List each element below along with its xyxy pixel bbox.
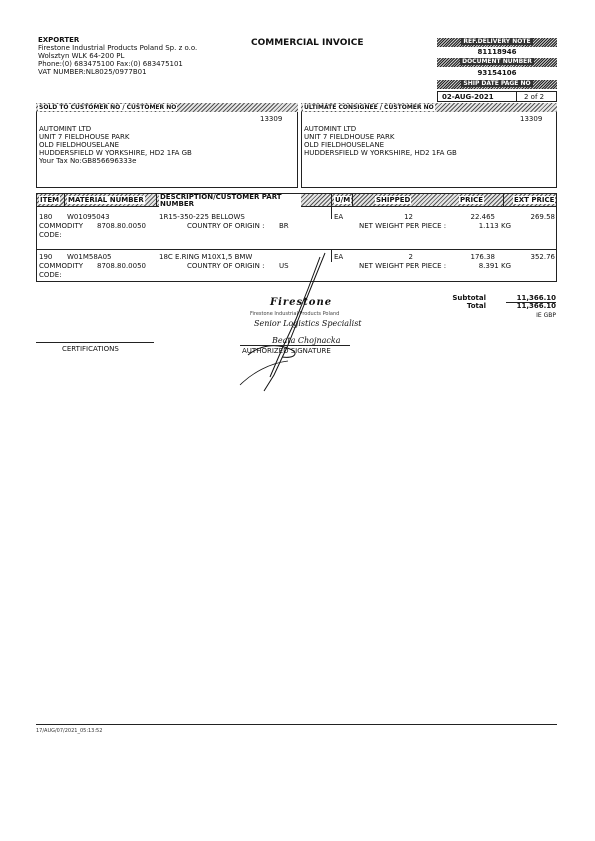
row-origin: US — [279, 262, 289, 270]
sold-to-line4: HUDDERSFIELD W YORKSHIRE, HD2 1FA GB — [39, 149, 192, 157]
sold-to-header-text: SOLD TO CUSTOMER NO / CUSTOMER NO — [39, 104, 177, 111]
ref-delivery-label-text: REF.DELIVERY NOTE — [463, 38, 531, 45]
row-commodity-label: COMMODITY — [39, 222, 83, 230]
stamp-title: Senior Logistics Specialist — [254, 319, 362, 328]
row-origin: BR — [279, 222, 289, 230]
currency: IE GBP — [536, 312, 556, 319]
row-weight: 1.113 KG — [478, 222, 511, 230]
exporter-label: EXPORTER — [38, 36, 80, 44]
row-weight: 8.391 KG — [478, 262, 511, 270]
col-price: PRICE — [460, 196, 484, 204]
col-item: ITEM — [40, 196, 60, 204]
consignee-line2: UNIT 7 FIELDHOUSE PARK — [304, 133, 395, 141]
total-value: 11,366.10 — [516, 302, 556, 310]
page-number: 2 of 2 — [524, 93, 545, 101]
footer-reference: 17/AUG/07/2021_05:13:52 — [36, 728, 103, 734]
consignee-line3: OLD FIELDHOUSELANE — [304, 141, 385, 149]
document-number-value: 93154106 — [477, 69, 517, 77]
row-commodity-label: COMMODITY — [39, 262, 83, 270]
company-logo: Firestone — [270, 297, 333, 308]
signature-scribble — [230, 245, 340, 395]
subtotal-label: Subtotal — [452, 294, 486, 302]
consignee-customer-no: 13309 — [520, 115, 543, 123]
sold-to-line1: AUTOMINT LTD — [39, 125, 92, 133]
sold-to-header — [36, 103, 298, 112]
consignee-box — [301, 112, 557, 188]
stamp-company: Firestone Industrial Products Poland — [250, 311, 340, 317]
ref-box — [437, 38, 557, 103]
consignee-header — [301, 103, 557, 112]
document-number-label — [437, 58, 557, 67]
row-weight-label: NET WEIGHT PER PIECE : — [359, 222, 447, 230]
table-row — [36, 207, 557, 250]
row-item: 190 — [39, 253, 53, 261]
sold-to-box — [36, 112, 298, 188]
row-material: W01M58A05 — [67, 253, 112, 261]
ship-date-row — [437, 91, 557, 102]
ref-delivery-value: 81118946 — [477, 48, 517, 56]
row-code-label: CODE: — [39, 231, 62, 239]
document-number-label-text: DOCUMENT NUMBER — [462, 58, 532, 65]
col-description: DESCRIPTION/CUSTOMER PART NUMBER — [159, 194, 301, 208]
total-label: Total — [466, 302, 486, 310]
col-ext-price: EXT PRICE — [514, 196, 555, 204]
consignee-header-text: ULTIMATE CONSIGNEE / CUSTOMER NO — [304, 104, 434, 111]
row-price: 22.465 — [470, 213, 495, 221]
row-description: 18C E.RING M10X1,5 BMW — [159, 253, 253, 261]
subtotal-value: 11,366.10 — [516, 294, 556, 302]
exporter-address: Wolsztyn WLK 64-200 PL — [38, 52, 125, 60]
table-header — [36, 193, 557, 207]
row-ext-price: 352.76 — [530, 253, 555, 261]
authorized-signature-label: AUTHORIZED SIGNATURE — [242, 347, 331, 355]
sold-to-line2: UNIT 7 FIELDHOUSE PARK — [39, 133, 130, 141]
row-weight-label: NET WEIGHT PER PIECE : — [359, 262, 447, 270]
row-code-label: CODE: — [39, 271, 62, 279]
consignee-line4: HUDDERSFIELD W YORKSHIRE, HD2 1FA GB — [304, 149, 457, 157]
row-commodity: 8708.80.0050 — [97, 262, 146, 270]
row-origin-label: COUNTRY OF ORIGIN : — [187, 262, 265, 270]
col-shipped: SHIPPED — [376, 196, 411, 204]
row-um: EA — [334, 253, 344, 261]
exporter-name: Firestone Industrial Products Poland Sp. z o.o. — [38, 44, 198, 52]
col-material: MATERIAL NUMBER — [68, 196, 144, 204]
certifications-label: CERTIFICATIONS — [62, 345, 119, 353]
row-commodity: 8708.80.0050 — [97, 222, 146, 230]
stamp-signer: Beata Chojnacka — [272, 336, 341, 345]
ship-date-value: 02-AUG-2021 — [442, 93, 494, 101]
exporter-phone: Phone:(0) 683475100 Fax:(0) 683475101 — [38, 60, 183, 68]
col-um: U/M — [335, 196, 351, 204]
page-title: COMMERCIAL INVOICE — [251, 38, 364, 48]
ship-date-label — [437, 80, 557, 89]
sold-to-line3: OLD FIELDHOUSELANE — [39, 141, 120, 149]
ref-delivery-label — [437, 38, 557, 47]
ship-date-label-text: SHIP DATE PAGE NO — [463, 80, 531, 87]
row-description: 1R15-350-225 BELLOWS — [159, 213, 245, 221]
exporter-vat: VAT NUMBER:NL8025/0977B01 — [38, 68, 147, 76]
consignee-line1: AUTOMINT LTD — [304, 125, 357, 133]
row-shipped: 2 — [408, 253, 413, 261]
row-item: 180 — [39, 213, 53, 221]
sold-to-tax-no: Your Tax No:GB856696333e — [39, 157, 137, 165]
sold-to-customer-no: 13309 — [260, 115, 283, 123]
row-price: 176.38 — [470, 253, 495, 261]
row-material: W01095043 — [67, 213, 110, 221]
row-um: EA — [334, 213, 344, 221]
row-ext-price: 269.58 — [530, 213, 555, 221]
row-origin-label: COUNTRY OF ORIGIN : — [187, 222, 265, 230]
row-shipped: 12 — [404, 213, 413, 221]
